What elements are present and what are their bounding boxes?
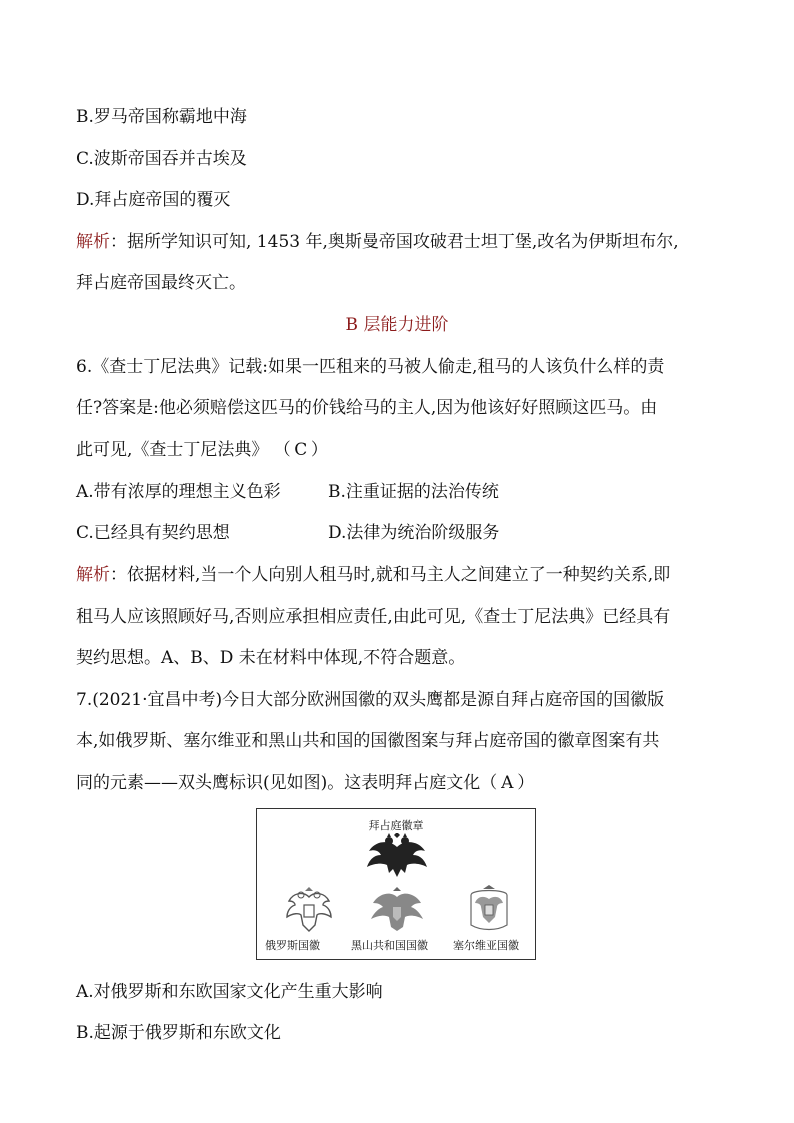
question-6-option-a: A.带有浓厚的理想主义色彩 (76, 482, 281, 502)
option-c-prev: C.波斯帝国吞并古埃及 (76, 149, 247, 169)
question-7-option-a: A.对俄罗斯和东欧国家文化产生重大影响 (76, 982, 383, 1002)
question-6-stem-end: 此可见,《查士丁尼法典》 （ (76, 440, 291, 460)
emblems-figure (256, 808, 536, 960)
montenegro-emblem-icon (369, 887, 425, 933)
question-7-line2: 本,如俄罗斯、塞尔维亚和黑山共和国的国徽图案与拜占庭帝国的徽章图案有共 (76, 731, 660, 751)
question-7-answer: A (501, 773, 514, 793)
analysis-6-line1 (76, 564, 670, 586)
byzantine-eagle-icon (365, 833, 429, 881)
figure-title: 拜占庭徽章 (368, 819, 424, 832)
analysis-label: 解析 (76, 232, 110, 252)
question-6-line3 (76, 439, 328, 461)
option-d-prev: D.拜占庭帝国的覆灭 (76, 190, 231, 210)
question-7-option-b: B.起源于俄罗斯和东欧文化 (76, 1023, 281, 1043)
option-b-prev: B.罗马帝国称霸地中海 (76, 107, 247, 127)
serbia-emblem-icon (467, 885, 511, 933)
analysis-label: 解析 (76, 565, 110, 585)
section-heading: B 层能力进阶 (345, 315, 449, 335)
question-6-bracket: ） (310, 440, 328, 460)
analysis-prev-line1 (76, 231, 679, 253)
question-7-stem-end: 同的元素——双头鹰标识(见如图)。这表明拜占庭文化（ (76, 773, 498, 793)
caption-serbia: 塞尔维亚国徽 (453, 939, 519, 952)
question-7-bracket: ） (517, 773, 535, 793)
caption-russia: 俄罗斯国徽 (265, 939, 320, 952)
question-6-option-b: B.注重证据的法治传统 (328, 482, 499, 502)
caption-montenegro: 黑山共和国国徽 (351, 939, 428, 952)
analysis-6-line3: 契约思想。A、B、D 未在材料中体现,不符合题意。 (76, 648, 466, 668)
question-6-option-d: D.法律为统治阶级服务 (328, 523, 500, 543)
question-7-line1: 7.(2021·宜昌中考)今日大部分欧洲国徽的双头鹰都是源自拜占庭帝国的国徽版 (76, 690, 665, 710)
analysis-text: ：据所学知识可知, 1453 年,奥斯曼帝国攻破君士坦丁堡,改名为伊斯坦布尔, (110, 232, 679, 252)
question-6-answer: C (294, 440, 308, 460)
analysis-6-line2: 租马人应该照顾好马,否则应承担相应责任,由此可见,《查士丁尼法典》已经具有 (76, 607, 671, 627)
analysis-text: ：依据材料,当一个人向别人租马时,就和马主人之间建立了一种契约关系,即 (110, 565, 671, 585)
question-6-line2: 任?答案是:他必须赔偿这匹马的价钱给马的主人,因为他该好好照顾这匹马。由 (76, 398, 658, 418)
analysis-prev-line2: 拜占庭帝国最终灭亡。 (76, 273, 246, 293)
question-6-option-c: C.已经具有契约思想 (76, 523, 230, 543)
russia-emblem-icon (283, 887, 335, 933)
question-7-line3 (76, 772, 534, 794)
question-6-line1: 6.《查士丁尼法典》记载:如果一匹租来的马被人偷走,租马的人该负什么样的责 (76, 357, 665, 377)
